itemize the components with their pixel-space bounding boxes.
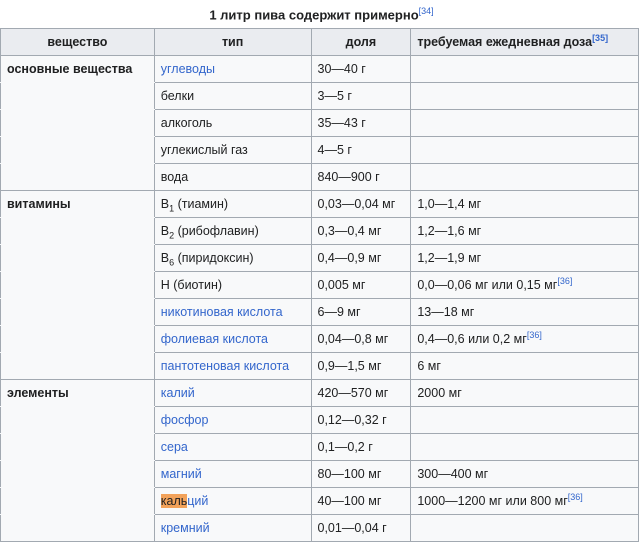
cell-share: 0,03—0,04 мг <box>311 191 411 218</box>
table-row <box>1 191 639 218</box>
header-share: доля <box>311 29 411 56</box>
dose-text: 6 мг <box>417 359 441 373</box>
type-text <box>161 170 188 184</box>
cell-category <box>1 515 155 542</box>
cell-category: основные вещества <box>1 56 155 83</box>
table-row <box>1 488 639 515</box>
dose-text: 2000 мг <box>417 386 462 400</box>
type-link[interactable] <box>161 332 268 346</box>
cell-type <box>154 299 311 326</box>
cell-type <box>154 110 311 137</box>
cell-dose <box>411 164 639 191</box>
type-link[interactable] <box>161 359 289 373</box>
type-text <box>160 197 229 214</box>
cell-share: 35—43 г <box>311 110 411 137</box>
table-row <box>1 515 639 542</box>
type-label: сера <box>160 440 188 454</box>
type-link[interactable] <box>161 521 210 535</box>
vitamin-letter: B <box>160 251 170 265</box>
search-highlight: каль <box>160 494 188 508</box>
table-row <box>1 164 639 191</box>
dose-text: 13—18 мг <box>417 305 475 319</box>
header-dose-ref-link[interactable]: [35] <box>592 32 609 43</box>
cell-share: 0,01—0,04 г <box>311 515 411 542</box>
cell-dose <box>411 461 639 488</box>
cell-dose <box>411 488 639 515</box>
table-row <box>1 110 639 137</box>
type-label: (тиамин) <box>174 197 229 211</box>
type-text <box>161 89 194 103</box>
cell-category: элементы <box>1 380 155 407</box>
cell-share: 4—5 г <box>311 137 411 164</box>
cell-category <box>1 407 155 434</box>
dose-text: 300—400 мг <box>417 467 489 481</box>
dose-ref-link[interactable]: [36] <box>526 329 542 340</box>
cell-category <box>1 353 155 380</box>
cell-share: 80—100 мг <box>311 461 411 488</box>
type-label: фосфор <box>160 413 209 427</box>
header-row <box>1 29 639 56</box>
cell-dose <box>411 434 639 461</box>
cell-type <box>154 488 311 515</box>
cell-share: 840—900 г <box>311 164 411 191</box>
dose-text: 1,2—1,9 мг <box>417 251 482 265</box>
table-row <box>1 434 639 461</box>
cell-dose <box>411 191 639 218</box>
cell-category <box>1 137 155 164</box>
type-label: кремний <box>160 521 210 535</box>
cell-dose <box>411 272 639 299</box>
table-row <box>1 353 639 380</box>
table-row <box>1 407 639 434</box>
cell-category <box>1 272 155 299</box>
cell-category <box>1 218 155 245</box>
composition-table <box>0 28 639 542</box>
cell-dose <box>411 110 639 137</box>
cell-dose <box>411 245 639 272</box>
header-type: тип <box>154 29 311 56</box>
type-label: фолиевая кислота <box>160 332 268 346</box>
cell-type <box>154 218 311 245</box>
cell-type <box>154 83 311 110</box>
table-row <box>1 380 639 407</box>
caption-text: 1 литр пива содержит примерно <box>209 7 419 23</box>
type-label: калий <box>160 386 195 400</box>
table-row <box>1 56 639 83</box>
dose-text: 1,0—1,4 мг <box>417 197 482 211</box>
cell-type <box>154 191 311 218</box>
cell-dose <box>411 218 639 245</box>
table-row <box>1 83 639 110</box>
cell-category <box>1 83 155 110</box>
type-label: магний <box>160 467 202 481</box>
cell-share: 30—40 г <box>311 56 411 83</box>
caption-ref-link[interactable]: [34] <box>418 6 434 16</box>
table-row <box>1 299 639 326</box>
cell-type <box>154 461 311 488</box>
cell-category <box>1 488 155 515</box>
table-body <box>1 56 639 542</box>
header-dose-text: требуемая ежедневная доза <box>417 35 593 49</box>
cell-share: 0,1—0,2 г <box>311 434 411 461</box>
type-text <box>161 143 248 157</box>
cell-category <box>1 110 155 137</box>
vitamin-subscript: 6 <box>169 257 175 268</box>
type-label: углекислый газ <box>160 143 248 157</box>
cell-dose <box>411 380 639 407</box>
type-label: углеводы <box>160 62 215 76</box>
type-link[interactable] <box>161 305 283 319</box>
dose-text: 0,0—0,06 мг или 0,15 мг <box>417 278 558 292</box>
header-dose <box>411 29 639 56</box>
cell-share: 420—570 мг <box>311 380 411 407</box>
cell-category <box>1 434 155 461</box>
cell-dose <box>411 83 639 110</box>
table-row <box>1 272 639 299</box>
cell-type <box>154 56 311 83</box>
cell-type <box>154 515 311 542</box>
type-label: H (биотин) <box>160 278 223 292</box>
vitamin-letter: B <box>160 224 170 238</box>
cell-category <box>1 326 155 353</box>
type-text <box>160 224 259 241</box>
type-label: пантотеновая кислота <box>160 359 290 373</box>
cell-type <box>154 407 311 434</box>
table-row <box>1 461 639 488</box>
type-label: белки <box>160 89 195 103</box>
type-link[interactable] <box>161 62 215 76</box>
table-row <box>1 218 639 245</box>
cell-dose <box>411 326 639 353</box>
cell-type <box>154 272 311 299</box>
type-label: никотиновая кислота <box>160 305 283 319</box>
vitamin-letter: B <box>160 197 170 211</box>
type-link[interactable] <box>161 440 188 454</box>
cell-type <box>154 164 311 191</box>
table-row <box>1 326 639 353</box>
dose-ref-link[interactable]: [36] <box>567 491 583 502</box>
type-label: (рибофлавин) <box>174 224 259 238</box>
cell-type <box>154 245 311 272</box>
type-text <box>161 116 213 130</box>
type-label: ций <box>187 494 209 508</box>
table-row <box>1 137 639 164</box>
cell-type <box>154 380 311 407</box>
cell-share: 3—5 г <box>311 83 411 110</box>
cell-type <box>154 326 311 353</box>
header-substance: вещество <box>1 29 155 56</box>
cell-category <box>1 299 155 326</box>
cell-dose <box>411 137 639 164</box>
type-text <box>160 251 254 268</box>
cell-type <box>154 137 311 164</box>
cell-share: 0,3—0,4 мг <box>311 218 411 245</box>
cell-share: 0,005 мг <box>311 272 411 299</box>
cell-share: 0,9—1,5 мг <box>311 353 411 380</box>
cell-type <box>154 434 311 461</box>
dose-text: 1,2—1,6 мг <box>417 224 482 238</box>
cell-dose <box>411 353 639 380</box>
type-label: (пиридоксин) <box>174 251 254 265</box>
vitamin-subscript: 2 <box>169 230 175 241</box>
type-link[interactable] <box>161 386 195 400</box>
type-link[interactable] <box>161 467 202 481</box>
dose-text: 0,4—0,6 или 0,2 мг <box>417 332 527 346</box>
type-label: вода <box>160 170 189 184</box>
dose-ref-link[interactable]: [36] <box>557 275 573 286</box>
type-text <box>161 278 222 292</box>
cell-category <box>1 164 155 191</box>
cell-share: 0,4—0,9 мг <box>311 245 411 272</box>
cell-dose <box>411 299 639 326</box>
type-link[interactable] <box>161 494 209 508</box>
cell-dose <box>411 407 639 434</box>
cell-dose <box>411 515 639 542</box>
table-caption <box>0 0 643 22</box>
type-link[interactable] <box>161 413 209 427</box>
cell-category <box>1 461 155 488</box>
vitamin-subscript: 1 <box>169 203 175 214</box>
cell-category <box>1 245 155 272</box>
dose-text: 1000—1200 мг или 800 мг <box>417 494 568 508</box>
cell-share: 40—100 мг <box>311 488 411 515</box>
type-label: алкоголь <box>160 116 213 130</box>
cell-type <box>154 353 311 380</box>
cell-share: 6—9 мг <box>311 299 411 326</box>
cell-category: витамины <box>1 191 155 218</box>
cell-dose <box>411 56 639 83</box>
table-row <box>1 245 639 272</box>
cell-share: 0,12—0,32 г <box>311 407 411 434</box>
cell-share: 0,04—0,8 мг <box>311 326 411 353</box>
